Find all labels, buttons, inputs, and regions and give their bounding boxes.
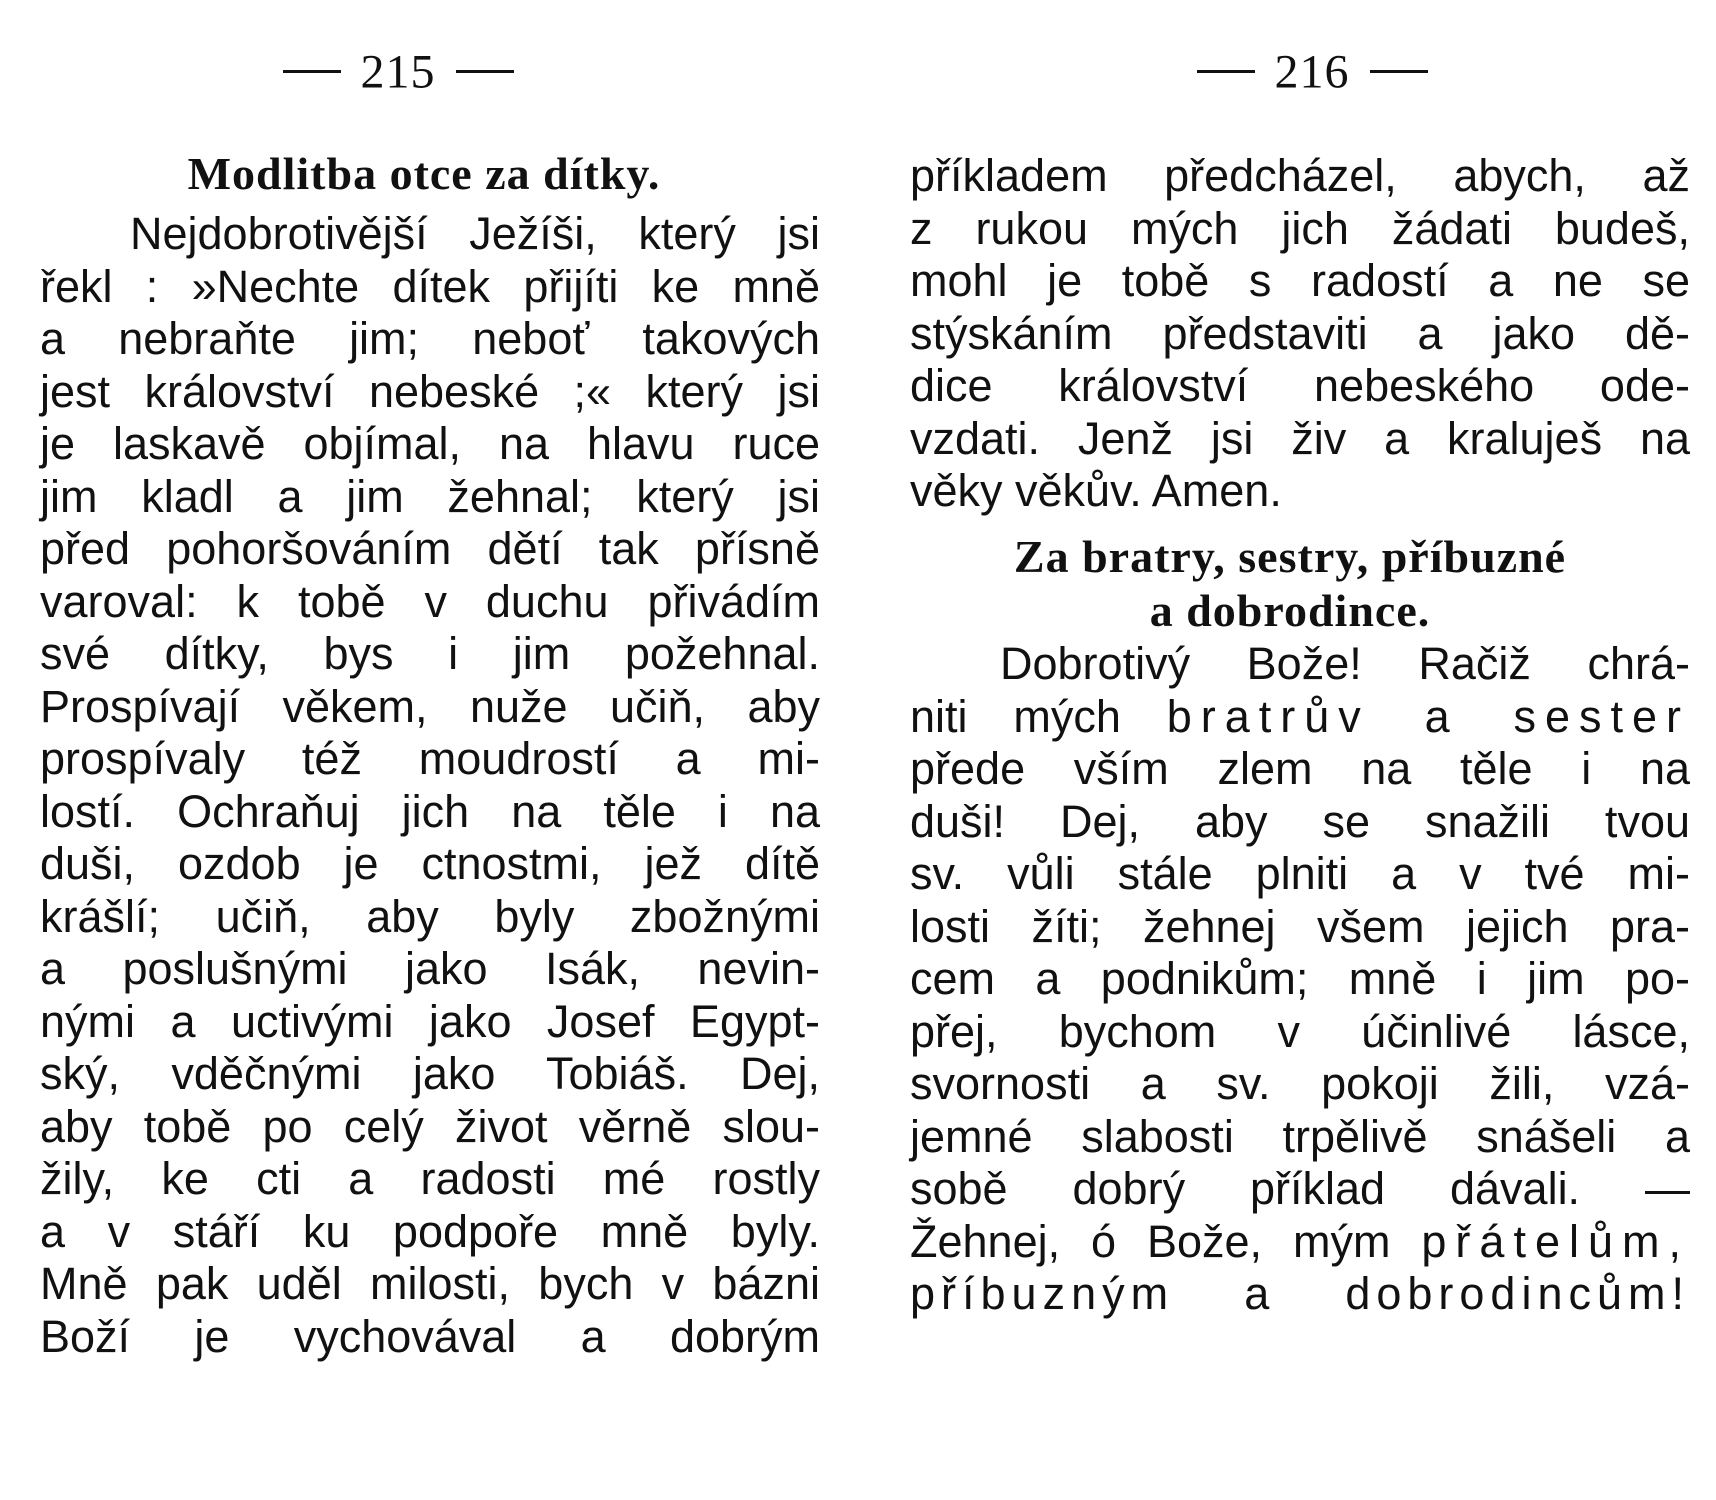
text-line: Dobrotivý Bože! Račiž chrá- [1000,638,1690,689]
heading-line: a dobrodince. [1149,585,1431,636]
text-line: sobě dobrý příklad dávali. — [910,1163,1690,1214]
text-line: nými a uctivými jako Josef Egypt- [40,995,820,1047]
text-line: prospívaly též moudrostí a mi- [40,733,820,784]
page-215 [40,0,820,1500]
text-line: příkladem předcházel, abych, až [910,150,1690,201]
text-line: vzdati. Jenž jsi živ a kraluješ na [910,412,1690,464]
text-line: duši! Dej, aby se snažili tvou [910,795,1690,847]
spaced-text: přátelům, [1421,1215,1690,1267]
text-line: lostí. Ochraňuj jich na těle i na [40,785,820,837]
page-number: 215 [360,45,436,99]
prayer-text [40,208,820,1363]
text-line: před pohoršováním dětí tak přísně [40,523,820,574]
dash-left [1197,70,1255,73]
text-line: jemné slabosti trpělivě snášeli a [910,1110,1690,1162]
text-line: mohl je tobě s radostí a ne se [910,255,1690,306]
text-line: duši, ozdob je ctnostmi, jež dítě [40,838,820,889]
dash-right [456,70,514,73]
prayer-heading: Modlitba otce za dítky. [187,148,661,199]
text-line-mixed [910,691,1690,744]
text-line: Mně pak uděl milosti, bych v bázni [40,1258,820,1309]
text-line: jest království nebeské ;« který jsi [40,365,820,417]
text-line: varoval: k tobě v duchu přivádím [40,575,820,627]
text-line: přej, bychom v účinlivé lásce, [910,1005,1690,1057]
text-span: Žehnej, ó Bože, mým [910,1215,1422,1267]
prayer-heading-2 [900,530,1680,638]
page-number-header [922,40,1702,99]
page-216 [910,0,1690,1500]
text-line: řekl : »Nechte dítek přijíti ke mně [40,260,820,312]
text-line: Prospívají věkem, nuže učiň, aby [40,680,820,732]
dash-right [1370,70,1428,73]
text-line: krášlí; učiň, aby byly zbožnými [40,890,820,942]
text-line: z rukou mých jich žádati budeš, [910,202,1690,254]
text-span: niti mých [910,690,1167,742]
text-line: je laskavě objímal, na hlavu ruce [40,418,820,469]
prayer-text-2 [910,638,1690,1321]
text-line: příbuzným a dobrodincům! [910,1268,1690,1319]
page-number: 216 [1274,45,1350,99]
text-line: aby tobě po celý život věrně slou- [40,1100,820,1152]
dash-left [283,70,341,73]
text-line: a v stáří ku podpoře mně byly. [40,1205,820,1257]
text-line: Boží je vychovával a dobrým [40,1310,820,1362]
text-line: jim kladl a jim žehnal; který jsi [40,470,820,522]
text-line: sv. vůli stále plniti a v tvé mi- [910,848,1690,899]
spaced-text: bratrův a sester [1166,690,1690,742]
text-line: přede vším zlem na těle i na [910,743,1690,794]
text-line: ský, vděčnými jako Tobiáš. Dej, [40,1048,820,1099]
text-line: losti žíti; žehnej všem jejich pra- [910,900,1690,952]
text-line: a poslušnými jako Isák, nevin- [40,943,820,994]
text-line: své dítky, bys i jim požehnal. [40,628,820,679]
text-line: žily, ke cti a radosti mé rostly [40,1153,820,1204]
page-number-header [8,40,788,99]
text-line: cem a podnikům; mně i jim po- [910,953,1690,1004]
text-line: svornosti a sv. pokoji žili, vzá- [910,1058,1690,1109]
text-line: Nejdobrotivější Ježíši, který jsi [130,208,820,259]
text-line-mixed [910,1216,1690,1269]
heading-line: Za bratry, sestry, příbuzné [1013,531,1567,582]
text-line: stýskáním představiti a jako dě- [910,307,1690,359]
text-line: a nebraňte jim; neboť takových [40,313,820,364]
text-line: věky věkův. Amen. [910,465,1282,516]
text-line: dice království nebeského ode- [910,360,1690,411]
prayer-text-continued [910,150,1690,518]
